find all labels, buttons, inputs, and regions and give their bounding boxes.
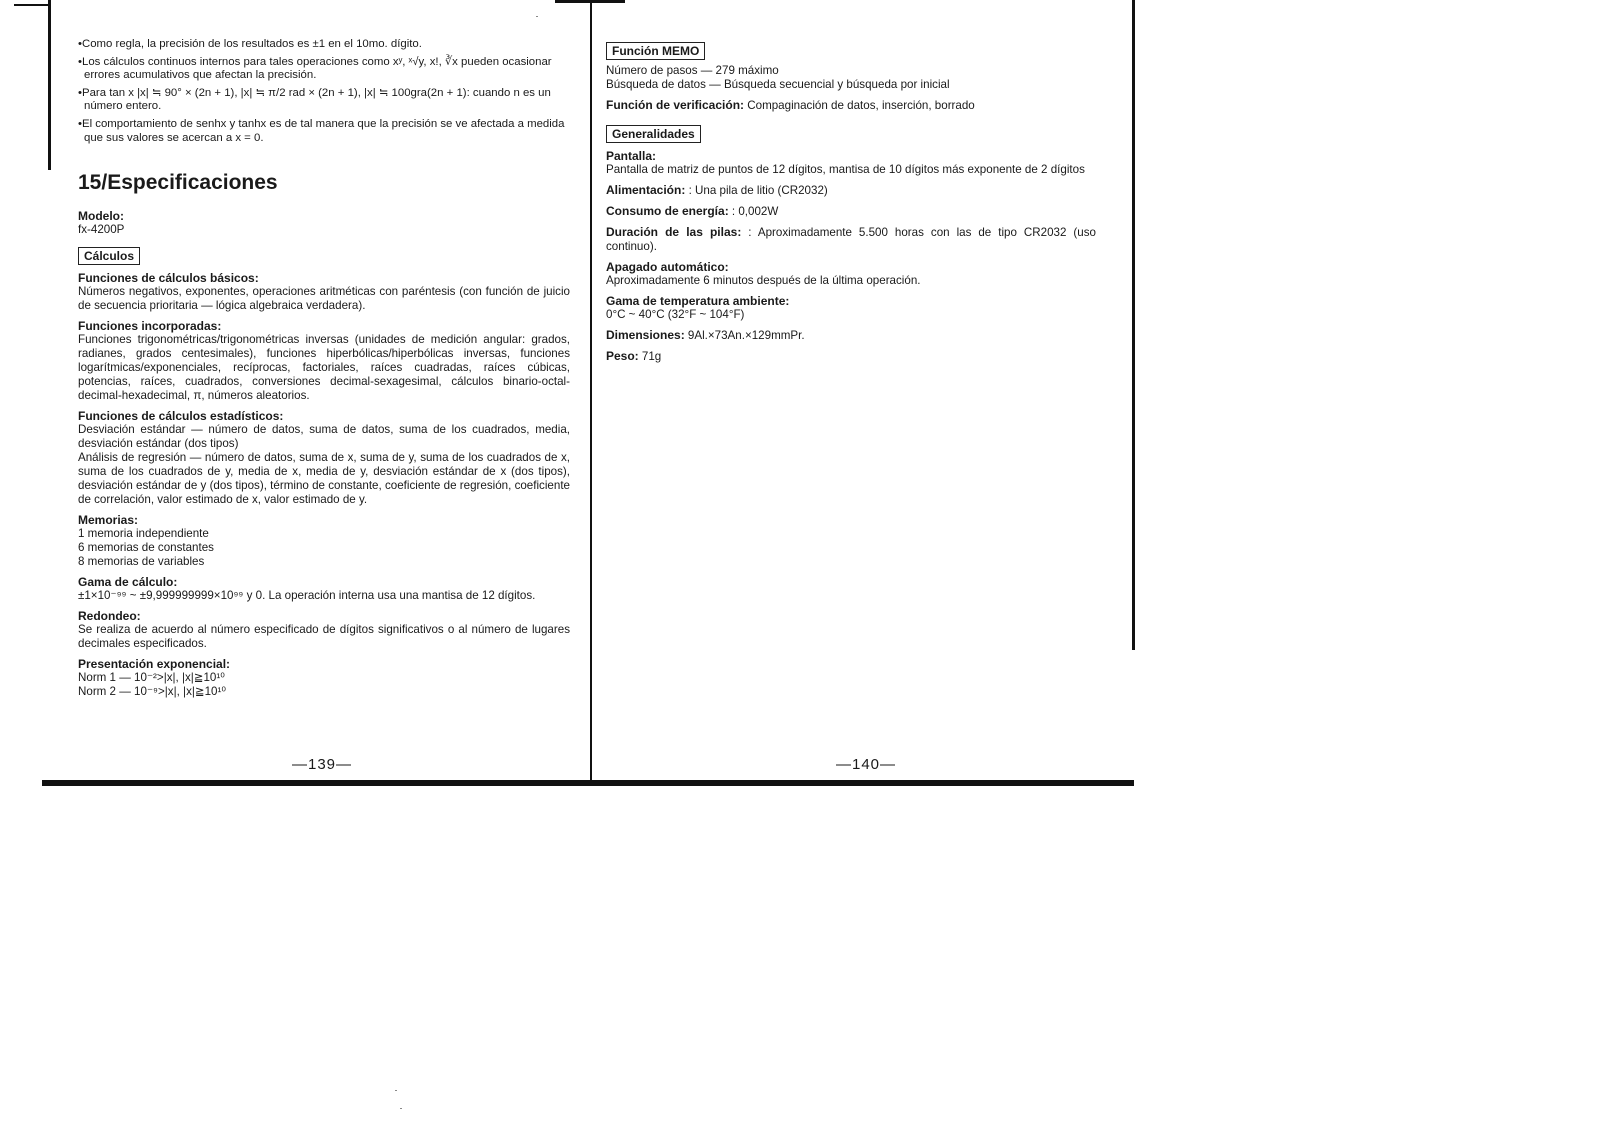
page-number-right: —140— [836, 756, 897, 773]
stats-label: Funciones de cálculos estadísticos: [78, 409, 284, 424]
basic-text: Números negativos, exponentes, operaciones aritméticas con paréntesis (con función de juicio de secuencia prioritaria — lógica algebraica verdadera). [78, 285, 570, 313]
memory-line: 6 memorias de constantes [78, 541, 214, 555]
verification-value: Compaginación de datos, inserción, borrado [744, 99, 975, 112]
note-hyperbolic: •El comportamiento de senhx y tanhx es de tal manera que la precisión se ve afectada a medida que sus valores se acercan a x = 0. [78, 117, 565, 144]
consumption-row [606, 204, 1096, 219]
weight-row [606, 349, 1096, 364]
consumption-label: Consumo de energía: [606, 204, 729, 218]
model-label: Modelo: [78, 209, 124, 224]
consumption-value: : 0,002W [728, 205, 779, 218]
builtin-text: Funciones trigonométricas/trigonométricas inversas (unidades de medición angular: grados, radianes, grados centesimales), funciones hiperbólicas/hiperbólicas inversas, funciones logarítmicas/exponenciales, recíprocas, factoriales, raíces cuadradas, raíces cúbicas, potencias, raíces, cuadrados, conversiones decimal-sexagesimal, cálculos binario-octal-decimal-hexadecimal, π, números aleatorios. [78, 333, 570, 403]
basic-label: Funciones de cálculos básicos: [78, 271, 259, 286]
auto-off-label: Apagado automático: [606, 260, 729, 274]
memo-box-label: Función MEMO [606, 42, 705, 60]
spec-section-builtin [78, 319, 570, 403]
battery-life-row [606, 225, 1096, 254]
note-tan-limits: •Para tan x |x| ≒ 90° × (2n + 1), |x| ≒ π/2 rad × (2n + 1), |x| ≒ 100gra(2n + 1): cuando n es un número entero. [78, 86, 551, 113]
right-page [606, 42, 1096, 364]
builtin-label: Funciones incorporadas: [78, 319, 222, 334]
calculos-box-label: Cálculos [78, 247, 140, 265]
spec-section-stats [78, 409, 570, 507]
spec-section-basic [78, 271, 570, 313]
spine-line [590, 0, 592, 785]
power-row [606, 183, 1096, 198]
memory-line: 1 memoria independiente [78, 527, 209, 541]
spec-section-memory [78, 513, 570, 569]
dimensions-value: 9Al.×73An.×129mmPr. [684, 329, 805, 342]
memory-label: Memorias: [78, 513, 139, 528]
range-text: ±1×10⁻⁹⁹ ~ ±9,999999999×10⁹⁹ y 0. La operación interna usa una mantisa de 12 dígitos. [78, 589, 536, 603]
generalidades-box-label: Generalidades [606, 125, 701, 143]
rounding-label: Redondeo: [78, 609, 141, 624]
spec-section-range [78, 575, 570, 603]
battery-life-value: : Aproximadamente 5.500 horas con las de tipo CR2032 (uso continuo). [606, 226, 1096, 253]
memo-line: Número de pasos — 279 máximo [606, 64, 779, 77]
memo-line: Búsqueda de datos — Búsqueda secuencial y búsqueda por inicial [606, 78, 950, 91]
display-label: Pantalla: [606, 149, 657, 163]
spec-section-rounding [78, 609, 570, 651]
right-edge-line [1132, 0, 1135, 650]
weight-label: Peso: [606, 349, 639, 363]
verification-row [606, 98, 1096, 113]
power-label: Alimentación: [606, 183, 686, 197]
verification-label: Función de verificación: [606, 98, 745, 112]
battery-life-label: Duración de las pilas: [606, 225, 742, 239]
rounding-text: Se realiza de acuerdo al número especificado de dígitos significativos o al número de lugares decimales especificados. [78, 623, 570, 651]
scan-speck [536, 16, 538, 17]
exponential-label: Presentación exponencial: [78, 657, 231, 672]
page-number-left: —139— [292, 756, 353, 773]
dimensions-row [606, 328, 1096, 343]
range-label: Gama de cálculo: [78, 575, 178, 590]
stats-text-sd: Desviación estándar — número de datos, suma de datos, suma de los cuadrados, media, desviación estándar (dos tipos) [78, 423, 570, 451]
note-cumulative-errors: •Los cálculos continuos internos para tales operaciones como xʸ, ˣ√y, x!, ∛x pueden ocasionar errores acumulativos que afectan la precisión. [78, 55, 552, 82]
bottom-edge-line [42, 780, 1134, 786]
auto-off-value: Aproximadamente 6 minutos después de la última operación. [606, 274, 921, 287]
section-heading: 15/Especificaciones [78, 171, 278, 195]
exponential-line: Norm 1 — 10⁻²>|x|, |x|≧10¹⁰ [78, 671, 225, 685]
exponential-line: Norm 2 — 10⁻⁹>|x|, |x|≧10¹⁰ [78, 685, 226, 699]
dimensions-label: Dimensiones: [606, 328, 685, 342]
memory-line: 8 memorias de variables [78, 555, 205, 569]
scan-speck [395, 1090, 397, 1091]
stats-text-regression: Análisis de regresión — número de datos, suma de x, suma de y, suma de los cuadrados de x, suma de los cuadrados de y, media de x, media de y, desviación estándar de x (dos tipos), desviación estándar de y (dos tipos), término de constante, coeficiente de regresión, coeficiente de correlación, valor estimado de x, valor estimado de y. [78, 451, 570, 507]
left-page [78, 38, 570, 699]
spec-section-exponential [78, 657, 570, 699]
power-value: : Una pila de litio (CR2032) [685, 184, 828, 197]
scan-speck [400, 1108, 402, 1109]
note-precision: •Como regla, la precisión de los resultados es ±1 en el 10mo. dígito. [78, 38, 422, 50]
left-edge-line [48, 0, 51, 170]
model-value: fx-4200P [78, 223, 125, 237]
spine-notch [555, 0, 625, 3]
temperature-label: Gama de temperatura ambiente: [606, 294, 790, 308]
left-edge-tick [14, 4, 50, 6]
temperature-value: 0°C ~ 40°C (32°F ~ 104°F) [606, 308, 745, 321]
weight-value: 71g [638, 350, 662, 363]
display-value: Pantalla de matriz de puntos de 12 dígitos, mantisa de 10 dígitos más exponente de 2 dígitos [606, 163, 1085, 176]
